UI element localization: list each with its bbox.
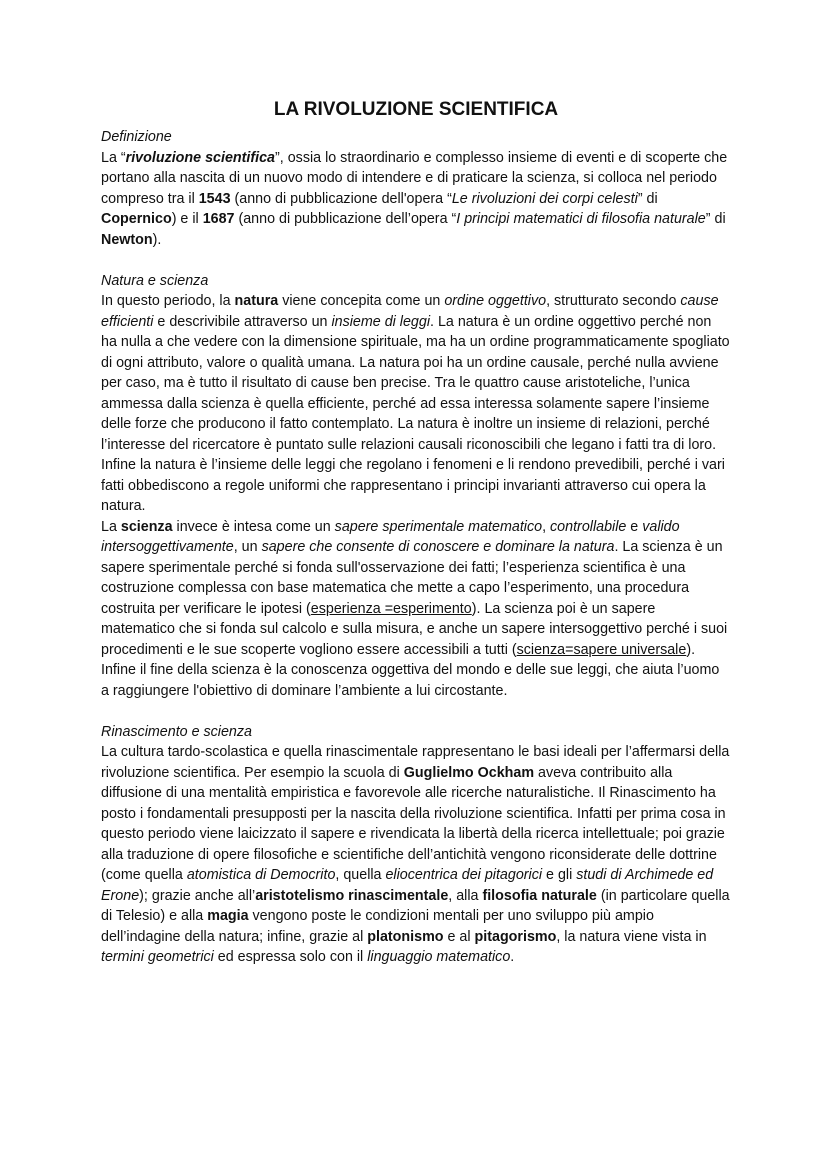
- emphasis-run: eliocentrica dei pitagorici: [385, 867, 543, 883]
- emphasis-run: 1543: [198, 190, 231, 207]
- emphasis-run: I principi matematici di filosofia naturale: [456, 211, 706, 227]
- text-run: ,: [542, 518, 551, 535]
- body-paragraph: [101, 291, 731, 517]
- text-run: , un: [233, 539, 262, 555]
- text-run: . La scienza è un sapere sperimentale perché si fonda sull'osservazione dei fatti; l’esperienza scientifica è una costruzione complessa con base matematica che mette a capo l’esperimento, una procedura costruita per verificare le ipotesi (: [101, 539, 723, 617]
- emphasis-run: studi di Archimede ed Erone: [101, 867, 714, 904]
- text-run: In questo periodo, la: [101, 293, 235, 309]
- text-run: (anno di pubblicazione dell'opera “: [230, 190, 452, 207]
- emphasis-run: natura: [234, 293, 279, 309]
- emphasis-run: sapere sperimentale matematico: [334, 518, 543, 535]
- section-spacer: [101, 701, 731, 722]
- text-run: e gli: [542, 867, 577, 883]
- text-run: La: [101, 518, 121, 535]
- text-run: ).: [152, 231, 162, 248]
- emphasis-run: sapere che consente di conoscere e dominare la natura: [261, 539, 615, 555]
- text-run: . La natura è un ordine oggettivo perché non ha nulla a che vedere con la dimensione spirituale, ma ha un ordine programmaticamente spogliato di ogni attributo, valore o qualità umana. La natura poi ha un ordine causale, perché nulla avviene per caso, ma è tutto il risultato di cause ben precise. Tra le quattro cause aristoteliche, l’unica ammessa dalla scienza è quella efficiente, perché ad essa interessa solamente sapere l’insieme delle forze che producono il fatto contemplato. La natura è inoltre un insieme di relazioni, perché l’interesse del ricercatore è puntato sulle relazioni causali riconoscibili che legano i fatti tra di loro. Infine la natura è l’insieme delle leggi che regolano i fenomeni e li rendono prevedibili, perché i vari fatti obbediscono a regole uniformi che rappresentano i principi invarianti attraverso cui opera la natura.: [101, 313, 730, 514]
- emphasis-run: controllabile: [550, 518, 627, 535]
- text-run: aveva contribuito alla diffusione di una mentalità empiristica e favorevole alle ricerche naturalistiche. Il Rinascimento ha posto i fondamentali presupposti per la nascita della rivoluzione scientifica. Infatti per prima cosa in questo periodo viene laicizzato il sapere e rivendicata la libertà della ricerca intellettuale; poi grazie alla traduzione di opere filosofiche e scientifiche dell’antichità vengono riconsiderate delle dottrine (come quella: [101, 764, 726, 883]
- document-body: [101, 127, 731, 968]
- section-heading: Rinascimento e scienza: [101, 723, 252, 740]
- text-run: ” di: [637, 190, 658, 207]
- body-paragraph: [101, 517, 731, 702]
- text-run: , strutturato secondo: [546, 293, 681, 309]
- emphasis-run: termini geometrici: [101, 949, 214, 965]
- text-run: (in particolare quella di Telesio) e alla: [101, 887, 730, 924]
- text-run: ); grazie anche all’: [139, 887, 256, 904]
- text-run: e descrivibile attraverso un: [153, 313, 332, 330]
- section-heading: Natura e scienza: [101, 272, 209, 289]
- section-heading: Definizione: [101, 129, 172, 145]
- emphasis-run: Guglielmo Ockham: [403, 764, 535, 781]
- emphasis-run: Newton: [101, 231, 153, 248]
- emphasis-run: Copernico: [101, 211, 172, 227]
- emphasis-run: magia: [207, 908, 249, 924]
- emphasis-run: scienza=sapere universale: [516, 641, 687, 658]
- document-page: [101, 98, 731, 968]
- text-run: ). Infine il fine della scienza è la conoscenza oggettiva del mondo e delle sue leggi, che aiuta l’uomo a raggiungere l'obiettivo di dominare l’ambiente a lui circostante.: [101, 641, 720, 699]
- text-run: e: [626, 518, 643, 535]
- section-spacer: [101, 250, 731, 271]
- text-run: La cultura tardo-scolastica e quella rinascimentale rappresentano le basi ideali per l’affermarsi della rivoluzione scientifica. Per esempio la scuola di: [101, 744, 730, 781]
- text-run: vengono poste le condizioni mentali per uno sviluppo più ampio dell’indagine della natura; infine, grazie al: [101, 908, 654, 945]
- emphasis-run: pitagorismo: [474, 928, 557, 945]
- text-run: .: [510, 949, 515, 965]
- text-run: ” di: [705, 211, 726, 227]
- text-run: ed espressa solo con il: [213, 949, 368, 965]
- text-run: ). La scienza poi è un sapere matematico che si fonda sul calcolo e sulla misura, e anche un sapere intersoggettivo perché i suoi procedimenti e le sue scoperte vogliono essere accessibili a tutti (: [101, 600, 728, 658]
- text-run: La “: [101, 149, 126, 166]
- text-run: , quella: [335, 867, 386, 883]
- emphasis-run: atomistica di Democrito: [186, 867, 336, 883]
- text-run: , la natura viene vista in: [556, 928, 707, 945]
- text-run: invece è intesa come un: [172, 518, 335, 535]
- body-paragraph: [101, 148, 731, 251]
- text-run: ”, ossia lo straordinario e complesso insieme di eventi e di scoperte che portano alla nascita di un nuovo modo di intendere e di praticare la scienza, si colloca nel periodo compreso tra il: [101, 149, 728, 207]
- emphasis-run: valido intersoggettivamente: [101, 518, 680, 555]
- emphasis-run: insieme di leggi: [331, 313, 430, 330]
- emphasis-run: platonismo: [367, 928, 444, 945]
- emphasis-run: scienza: [120, 518, 173, 535]
- document-title: LA RIVOLUZIONE SCIENTIFICA: [273, 99, 559, 120]
- text-run: ) e il: [171, 211, 203, 227]
- text-run: , alla: [448, 887, 483, 904]
- text-run: e al: [443, 928, 475, 945]
- emphasis-run: esperienza =esperimento: [310, 600, 472, 617]
- emphasis-run: filosofia naturale: [482, 887, 597, 904]
- emphasis-run: linguaggio matematico: [367, 949, 511, 965]
- text-run: (anno di pubblicazione dell’opera “: [234, 211, 457, 227]
- emphasis-run: rivoluzione scientifica: [125, 149, 276, 166]
- emphasis-run: Le rivoluzioni dei corpi celesti: [451, 190, 638, 207]
- emphasis-run: 1687: [202, 211, 235, 227]
- text-run: viene concepita come un: [278, 293, 445, 309]
- emphasis-run: ordine oggettivo: [444, 293, 547, 309]
- emphasis-run: cause efficienti: [101, 293, 719, 330]
- emphasis-run: aristotelismo rinascimentale: [255, 887, 449, 904]
- body-paragraph: [101, 742, 731, 968]
